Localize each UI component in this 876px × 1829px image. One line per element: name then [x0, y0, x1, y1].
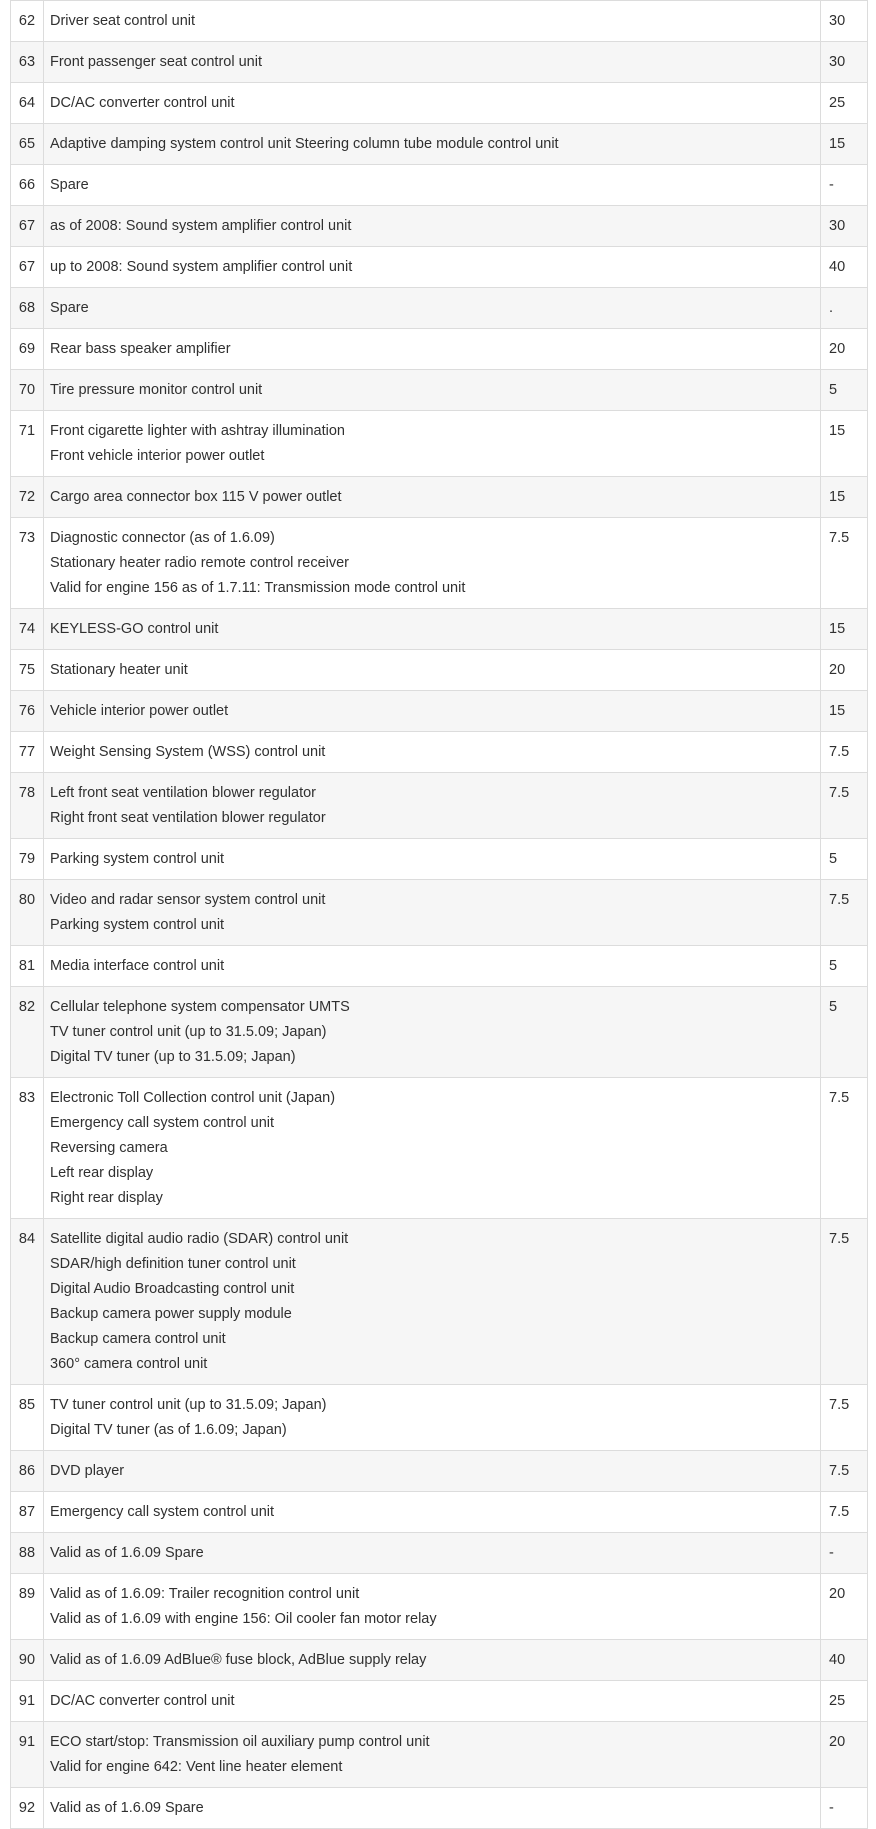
fuse-amperage: - [821, 1788, 868, 1829]
fuse-description [44, 609, 821, 650]
fuse-amperage: 40 [821, 247, 868, 288]
fuse-number: 86 [11, 1451, 44, 1492]
table-row [11, 329, 868, 370]
description-line: Diagnostic connector (as of 1.6.09) [50, 530, 275, 546]
description-line: 360° camera control unit [50, 1356, 208, 1372]
table-row [11, 1219, 868, 1385]
description-line: Backup camera control unit [50, 1331, 226, 1347]
fuse-description [44, 880, 821, 946]
description-line: Parking system control unit [50, 851, 225, 867]
fuse-description [44, 1492, 821, 1533]
table-row [11, 732, 868, 773]
table-row [11, 691, 868, 732]
description-line: Reversing camera [50, 1140, 168, 1156]
fuse-number: 85 [11, 1385, 44, 1451]
description-line: Digital Audio Broadcasting control unit [50, 1281, 295, 1297]
description-line: SDAR/high definition tuner control unit [50, 1256, 296, 1272]
fuse-number: 82 [11, 987, 44, 1078]
fuse-table-body [11, 1, 868, 1829]
fuse-amperage: 7.5 [821, 1451, 868, 1492]
fuse-number: 89 [11, 1574, 44, 1640]
fuse-number: 63 [11, 42, 44, 83]
fuse-amperage: 15 [821, 477, 868, 518]
table-row [11, 288, 868, 329]
fuse-description [44, 987, 821, 1078]
fuse-description [44, 1681, 821, 1722]
description-line: Right front seat ventilation blower regulator [50, 810, 326, 826]
fuse-amperage: 15 [821, 691, 868, 732]
description-line: Emergency call system control unit [50, 1115, 275, 1131]
description-line: DVD player [50, 1463, 125, 1479]
table-row [11, 206, 868, 247]
fuse-amperage: 5 [821, 946, 868, 987]
fuse-number: 67 [11, 206, 44, 247]
description-line: Cargo area connector box 115 V power outlet [50, 489, 342, 505]
fuse-description [44, 206, 821, 247]
description-line: Valid as of 1.6.09 AdBlue® fuse block, AdBlue supply relay [50, 1652, 427, 1668]
description-line: KEYLESS-GO control unit [50, 621, 219, 637]
table-row [11, 1681, 868, 1722]
fuse-number: 91 [11, 1681, 44, 1722]
description-line: Rear bass speaker amplifier [50, 341, 231, 357]
fuse-amperage: 5 [821, 370, 868, 411]
fuse-number: 77 [11, 732, 44, 773]
description-line: Right rear display [50, 1190, 163, 1206]
fuse-amperage: 7.5 [821, 1078, 868, 1219]
table-row [11, 1385, 868, 1451]
fuse-description [44, 247, 821, 288]
fuse-description [44, 411, 821, 477]
fuse-description [44, 288, 821, 329]
fuse-amperage: 5 [821, 839, 868, 880]
fuse-description [44, 370, 821, 411]
description-line: Emergency call system control unit [50, 1504, 275, 1520]
fuse-amperage: 7.5 [821, 880, 868, 946]
fuse-number: 67 [11, 247, 44, 288]
fuse-description [44, 518, 821, 609]
description-line: up to 2008: Sound system amplifier control unit [50, 259, 353, 275]
fuse-description [44, 83, 821, 124]
description-line: Stationary heater unit [50, 662, 188, 678]
fuse-amperage: 20 [821, 650, 868, 691]
fuse-description [44, 1, 821, 42]
description-line: Valid for engine 156 as of 1.7.11: Transmission mode control unit [50, 580, 466, 596]
table-row [11, 1574, 868, 1640]
description-line: Front cigarette lighter with ashtray illumination [50, 423, 345, 439]
fuse-number: 87 [11, 1492, 44, 1533]
fuse-amperage: 20 [821, 1574, 868, 1640]
fuse-description [44, 1574, 821, 1640]
fuse-amperage: 20 [821, 1722, 868, 1788]
fuse-description [44, 1788, 821, 1829]
table-row [11, 773, 868, 839]
fuse-number: 92 [11, 1788, 44, 1829]
fuse-description [44, 946, 821, 987]
fuse-description [44, 650, 821, 691]
table-row [11, 247, 868, 288]
fuse-description [44, 691, 821, 732]
description-line: Valid as of 1.6.09 with engine 156: Oil cooler fan motor relay [50, 1611, 437, 1627]
description-line: Tire pressure monitor control unit [50, 382, 263, 398]
table-row [11, 1533, 868, 1574]
fuse-amperage: 30 [821, 1, 868, 42]
fuse-number: 90 [11, 1640, 44, 1681]
fuse-amperage: 7.5 [821, 773, 868, 839]
fuse-number: 73 [11, 518, 44, 609]
description-line: Media interface control unit [50, 958, 225, 974]
description-line: Valid for engine 642: Vent line heater element [50, 1759, 343, 1775]
table-row [11, 42, 868, 83]
table-row [11, 880, 868, 946]
fuse-description [44, 1385, 821, 1451]
fuse-number: 74 [11, 609, 44, 650]
table-row [11, 165, 868, 206]
description-line: DC/AC converter control unit [50, 1693, 235, 1709]
fuse-amperage: 15 [821, 124, 868, 165]
table-row [11, 1451, 868, 1492]
fuse-description [44, 329, 821, 370]
description-line: Valid as of 1.6.09: Trailer recognition control unit [50, 1586, 360, 1602]
fuse-number: 79 [11, 839, 44, 880]
fuse-number: 66 [11, 165, 44, 206]
description-line: Video and radar sensor system control unit [50, 892, 326, 908]
fuse-number: 62 [11, 1, 44, 42]
description-line: Spare [50, 300, 89, 316]
description-line: Stationary heater radio remote control receiver [50, 555, 350, 571]
table-row [11, 1788, 868, 1829]
description-line: Adaptive damping system control unit Steering column tube module control unit [50, 136, 559, 152]
description-line: Valid as of 1.6.09 Spare [50, 1545, 204, 1561]
fuse-amperage: 5 [821, 987, 868, 1078]
table-row [11, 987, 868, 1078]
fuse-amperage: 40 [821, 1640, 868, 1681]
table-row [11, 1640, 868, 1681]
fuse-amperage: 7.5 [821, 1492, 868, 1533]
description-line: Front vehicle interior power outlet [50, 448, 265, 464]
fuse-amperage: - [821, 165, 868, 206]
fuse-amperage: 7.5 [821, 732, 868, 773]
fuse-description [44, 839, 821, 880]
table-row [11, 477, 868, 518]
description-line: Parking system control unit [50, 917, 225, 933]
description-line: Electronic Toll Collection control unit (Japan) [50, 1090, 336, 1106]
fuse-description [44, 1533, 821, 1574]
fuse-description [44, 732, 821, 773]
fuse-number: 72 [11, 477, 44, 518]
table-row [11, 1, 868, 42]
fuse-number: 71 [11, 411, 44, 477]
fuse-amperage: . [821, 288, 868, 329]
description-line: Cellular telephone system compensator UMTS [50, 999, 350, 1015]
fuse-description [44, 1078, 821, 1219]
description-line: Digital TV tuner (up to 31.5.09; Japan) [50, 1049, 296, 1065]
fuse-number: 65 [11, 124, 44, 165]
fuse-number: 75 [11, 650, 44, 691]
table-row [11, 518, 868, 609]
fuse-amperage: 25 [821, 1681, 868, 1722]
fuse-number: 80 [11, 880, 44, 946]
fuse-amperage: - [821, 1533, 868, 1574]
fuse-description [44, 1722, 821, 1788]
fuse-number: 64 [11, 83, 44, 124]
fuse-number: 76 [11, 691, 44, 732]
description-line: TV tuner control unit (up to 31.5.09; Japan) [50, 1024, 327, 1040]
table-row [11, 1492, 868, 1533]
fuse-amperage: 7.5 [821, 518, 868, 609]
fuse-number: 70 [11, 370, 44, 411]
description-line: Digital TV tuner (as of 1.6.09; Japan) [50, 1422, 287, 1438]
table-row [11, 609, 868, 650]
fuse-description [44, 1640, 821, 1681]
fuse-number: 84 [11, 1219, 44, 1385]
fuse-amperage: 7.5 [821, 1219, 868, 1385]
fuse-description [44, 42, 821, 83]
fuse-number: 83 [11, 1078, 44, 1219]
table-row [11, 839, 868, 880]
fuse-number: 91 [11, 1722, 44, 1788]
table-row [11, 370, 868, 411]
fuse-description [44, 773, 821, 839]
description-line: Vehicle interior power outlet [50, 703, 229, 719]
fuse-amperage: 20 [821, 329, 868, 370]
fuse-description [44, 477, 821, 518]
fuse-description [44, 1219, 821, 1385]
fuse-amperage: 30 [821, 42, 868, 83]
fuse-description [44, 124, 821, 165]
fuse-number: 78 [11, 773, 44, 839]
table-row [11, 124, 868, 165]
description-line: Satellite digital audio radio (SDAR) control unit [50, 1231, 349, 1247]
table-row [11, 1722, 868, 1788]
description-line: Driver seat control unit [50, 13, 196, 29]
table-row [11, 1078, 868, 1219]
table-row [11, 650, 868, 691]
description-line: as of 2008: Sound system amplifier control unit [50, 218, 352, 234]
description-line: Weight Sensing System (WSS) control unit [50, 744, 326, 760]
fuse-number: 69 [11, 329, 44, 370]
fuse-table [10, 0, 868, 1829]
description-line: TV tuner control unit (up to 31.5.09; Japan) [50, 1397, 327, 1413]
fuse-amperage: 7.5 [821, 1385, 868, 1451]
table-row [11, 411, 868, 477]
description-line: Front passenger seat control unit [50, 54, 262, 70]
fuse-amperage: 30 [821, 206, 868, 247]
description-line: Left rear display [50, 1165, 154, 1181]
description-line: Valid as of 1.6.09 Spare [50, 1800, 204, 1816]
description-line: ECO start/stop: Transmission oil auxiliary pump control unit [50, 1734, 430, 1750]
fuse-amperage: 15 [821, 609, 868, 650]
fuse-number: 88 [11, 1533, 44, 1574]
fuse-description [44, 165, 821, 206]
fuse-number: 81 [11, 946, 44, 987]
fuse-amperage: 15 [821, 411, 868, 477]
fuse-number: 68 [11, 288, 44, 329]
table-row [11, 83, 868, 124]
description-line: Left front seat ventilation blower regulator [50, 785, 316, 801]
description-line: DC/AC converter control unit [50, 95, 235, 111]
fuse-amperage: 25 [821, 83, 868, 124]
description-line: Backup camera power supply module [50, 1306, 292, 1322]
table-row [11, 946, 868, 987]
description-line: Spare [50, 177, 89, 193]
fuse-description [44, 1451, 821, 1492]
